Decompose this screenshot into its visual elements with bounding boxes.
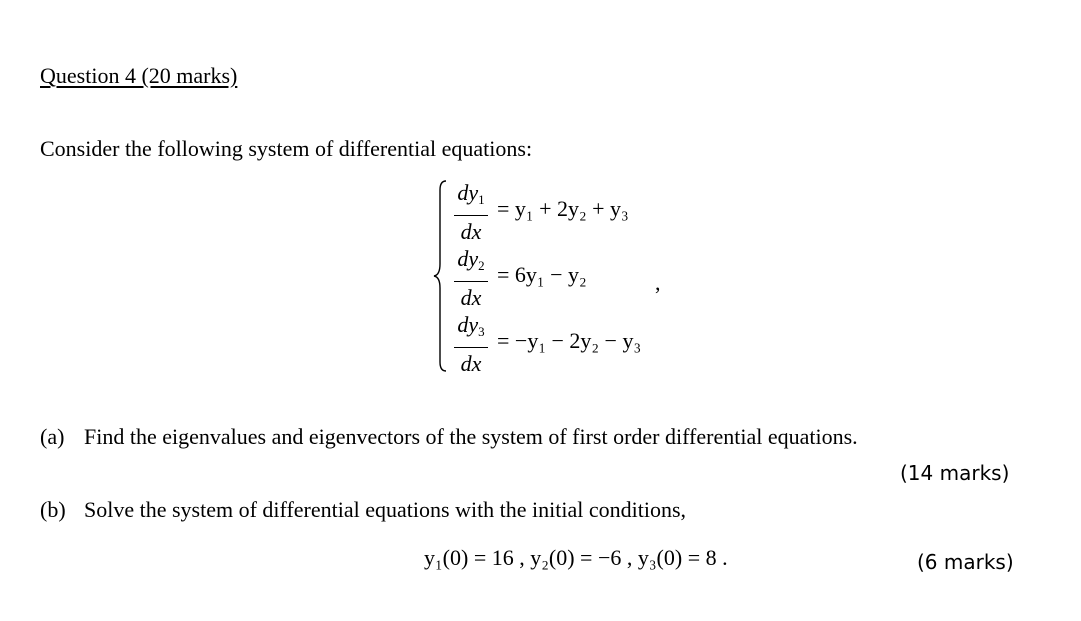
numerator-2: dy: [457, 246, 479, 271]
denominator-2: dx: [460, 285, 482, 310]
numerator-sub-3: 3: [478, 324, 485, 339]
part-a: [40, 424, 858, 450]
numerator-1: dy: [457, 180, 479, 205]
part-b: [40, 497, 686, 523]
question-title: Question 4 (20 marks): [40, 63, 238, 88]
left-brace: [433, 180, 447, 372]
derivative-fraction-3: [454, 312, 488, 377]
part-b-label: (b): [40, 497, 66, 522]
part-a-text: Find the eigenvalues and eigenvectors of the system of first order differential equations.: [84, 424, 858, 449]
system-trailing-comma: ,: [655, 270, 661, 295]
derivative-fraction-1: [454, 180, 488, 245]
equation-rhs-1: = y₁ + 2y₂ + y₃: [497, 196, 629, 221]
part-a-label: (a): [40, 424, 65, 449]
numerator-sub-2: 2: [478, 258, 485, 273]
part-a-marks: (14 marks): [900, 461, 1010, 485]
numerator-3: dy: [457, 312, 479, 337]
denominator-3: dx: [460, 351, 482, 376]
intro-text: Consider the following system of differential equations:: [40, 136, 533, 161]
derivative-fraction-2: [454, 246, 488, 311]
denominator-1: dx: [460, 219, 482, 244]
equation-rhs-3: = −y₁ − 2y₂ − y₃: [497, 328, 642, 353]
part-b-text: Solve the system of differential equations with the initial conditions,: [84, 497, 687, 522]
numerator-sub-1: 1: [478, 192, 485, 207]
equation-rhs-2: = 6y₁ − y₂: [497, 262, 587, 287]
initial-conditions: y₁(0) = 16 , y₂(0) = −6 , y₃(0) = 8 .: [424, 545, 728, 570]
part-b-marks: (6 marks): [917, 550, 1014, 574]
